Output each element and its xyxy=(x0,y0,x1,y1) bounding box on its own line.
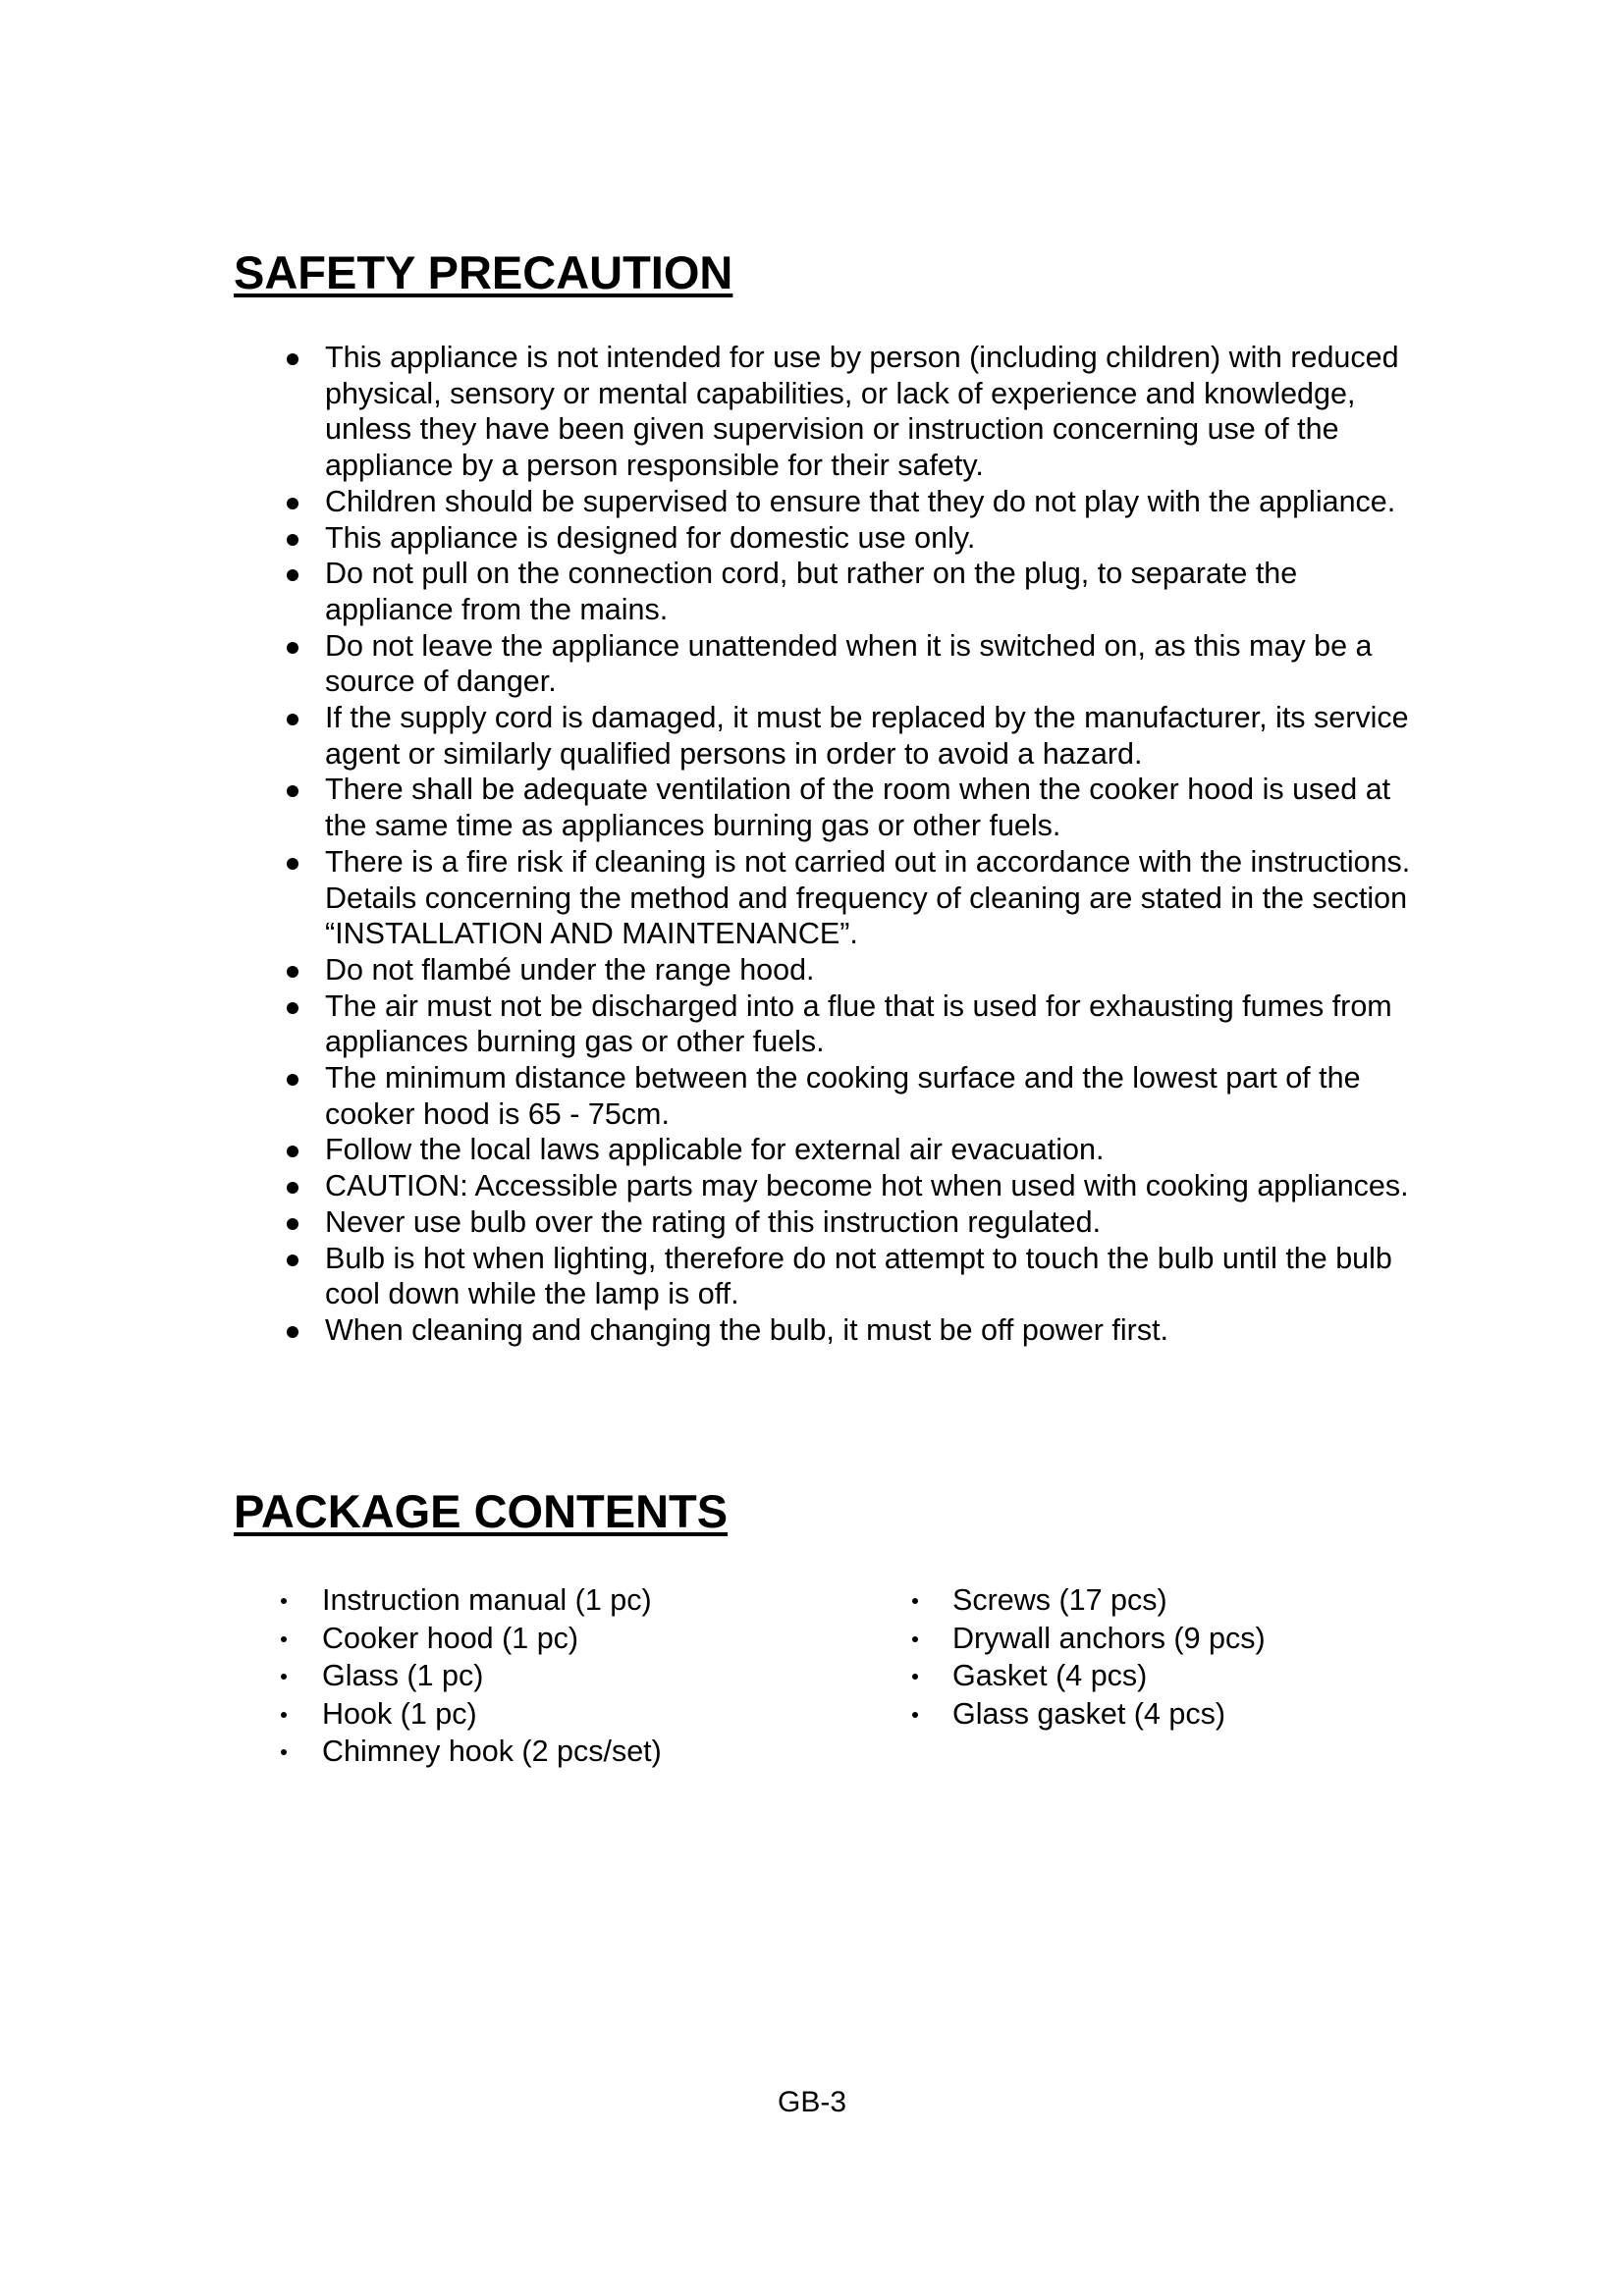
package-item xyxy=(805,1581,1492,1620)
safety-item-text: Children should be supervised to ensure that they do not play with the appliance. xyxy=(325,484,1396,518)
package-item-text: Hook (1 pc) xyxy=(322,1696,477,1731)
bullet-icon xyxy=(912,1712,918,1718)
bullet-icon xyxy=(287,534,298,546)
safety-item xyxy=(0,700,1420,772)
bullet-icon xyxy=(287,1218,298,1230)
safety-item-text: If the supply cord is damaged, it must be replaced by the manufacturer, its service agent or similarly qualified persons in order to avoid a hazard. xyxy=(325,701,1409,771)
safety-item xyxy=(0,1241,1420,1312)
bullet-icon xyxy=(287,785,298,797)
safety-precaution-heading: SAFETY PRECAUTION xyxy=(234,246,733,298)
safety-item xyxy=(0,1312,1420,1349)
safety-item-text: CAUTION: Accessible parts may become hot when used with cooking appliances. xyxy=(325,1169,1409,1203)
bullet-icon xyxy=(287,1182,298,1194)
package-item-text: Cooker hood (1 pc) xyxy=(322,1621,579,1655)
safety-item xyxy=(0,844,1420,952)
safety-item-text: When cleaning and changing the bulb, it must be off power first. xyxy=(325,1312,1169,1347)
bullet-icon xyxy=(281,1712,287,1718)
safety-item-text: The air must not be discharged into a flue that is used for exhausting fumes from appliances burning gas or other fuels. xyxy=(325,988,1392,1059)
package-item xyxy=(0,1695,805,1734)
safety-item xyxy=(0,1168,1420,1204)
bullet-icon xyxy=(287,1146,298,1157)
package-item-text: Instruction manual (1 pc) xyxy=(322,1583,652,1617)
package-contents-left-list xyxy=(0,1581,805,1771)
package-item xyxy=(0,1620,805,1658)
safety-item xyxy=(0,340,1420,484)
safety-item-text: This appliance is not intended for use by person (including children) with reduced physical, sensory or mental capabilities, or lack of experience and knowledge, unless they have been given supervision or instruction concerning use of the appliance by a person responsible for their safety. xyxy=(325,341,1399,483)
package-item xyxy=(0,1581,805,1620)
bullet-icon xyxy=(287,569,298,581)
bullet-icon xyxy=(912,1674,918,1680)
safety-item xyxy=(0,484,1420,520)
bullet-icon xyxy=(287,1074,298,1086)
bullet-icon xyxy=(281,1598,287,1604)
bullet-icon xyxy=(287,714,298,725)
safety-item-text: Do not pull on the connection cord, but rather on the plug, to separate the appliance from the mains. xyxy=(325,557,1298,626)
safety-item-text: Bulb is hot when lighting, therefore do not attempt to touch the bulb until the bulb cool down while the lamp is off. xyxy=(325,1241,1392,1311)
bullet-icon xyxy=(287,858,298,870)
safety-item-text: This appliance is designed for domestic use only. xyxy=(325,520,976,555)
bullet-icon xyxy=(287,1326,298,1338)
package-item-text: Glass gasket (4 pcs) xyxy=(952,1696,1225,1731)
bullet-icon xyxy=(287,966,298,978)
safety-item-text: There shall be adequate ventilation of the room when the cooker hood is used at the same time as appliances burning gas or other fuels. xyxy=(325,773,1391,843)
package-item xyxy=(805,1657,1492,1695)
safety-item-text: Do not flambé under the range hood. xyxy=(325,952,815,987)
package-item-text: Gasket (4 pcs) xyxy=(952,1659,1148,1692)
package-item xyxy=(805,1695,1492,1734)
package-item-text: Screws (17 pcs) xyxy=(952,1583,1167,1617)
safety-item xyxy=(0,520,1420,557)
bullet-icon xyxy=(287,498,298,509)
safety-precaution-list xyxy=(0,340,1624,1349)
package-item xyxy=(805,1620,1492,1658)
safety-item xyxy=(0,988,1420,1060)
safety-item-text: Follow the local laws applicable for external air evacuation. xyxy=(325,1133,1105,1167)
bullet-icon xyxy=(287,1255,298,1266)
safety-item xyxy=(0,952,1420,988)
package-item-text: Drywall anchors (9 pcs) xyxy=(952,1621,1266,1655)
package-contents-right-list xyxy=(805,1581,1492,1733)
bullet-icon xyxy=(281,1749,287,1755)
package-item xyxy=(0,1657,805,1695)
safety-item xyxy=(0,628,1420,700)
safety-item xyxy=(0,1132,1420,1168)
safety-item xyxy=(0,772,1420,843)
page-number: GB-3 xyxy=(777,2086,847,2118)
bullet-icon xyxy=(287,1002,298,1014)
bullet-icon xyxy=(287,353,298,365)
bullet-icon xyxy=(912,1598,918,1604)
package-item-text: Chimney hook (2 pcs/set) xyxy=(322,1735,662,1768)
safety-item xyxy=(0,1204,1420,1241)
safety-item-text: The minimum distance between the cooking surface and the lowest part of the cooker hood is 65 - 75cm. xyxy=(325,1061,1361,1131)
package-contents-heading: PACKAGE CONTENTS xyxy=(234,1485,729,1537)
safety-item xyxy=(0,556,1420,627)
package-item-text: Glass (1 pc) xyxy=(322,1659,484,1692)
bullet-icon xyxy=(281,1636,287,1642)
safety-item-text: There is a fire risk if cleaning is not carried out in accordance with the instructions. Details concerning the method and frequency of cleaning are stated in the section “INSTALLATION AND MAINTENANCE”. xyxy=(325,844,1411,951)
package-item xyxy=(0,1733,805,1771)
safety-item-text: Never use bulb over the rating of this instruction regulated. xyxy=(325,1204,1102,1239)
bullet-icon xyxy=(287,642,298,654)
bullet-icon xyxy=(281,1674,287,1680)
safety-item xyxy=(0,1060,1420,1132)
bullet-icon xyxy=(912,1636,918,1642)
safety-item-text: Do not leave the appliance unattended when it is switched on, as this may be a source of danger. xyxy=(325,628,1373,699)
